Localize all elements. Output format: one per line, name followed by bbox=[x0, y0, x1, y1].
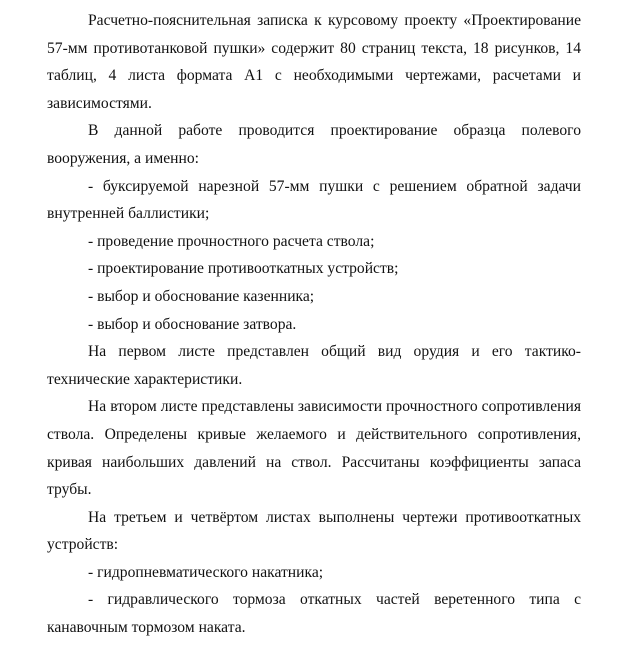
list-item-strength-calculation: - проведение прочностного расчета ствола; bbox=[88, 232, 375, 250]
list-item-breech: - выбор и обоснование казенника; bbox=[88, 287, 315, 305]
sheet-two-paragraph: На втором листе представлены зависимости прочностного сопротивления ствола. Определены кривые желаемого и действительного сопротивления, кривая наибольших давлений на ствол. Рассчитаны коэффициенты запаса трубы. bbox=[47, 398, 581, 499]
intro-paragraph: Расчетно-пояснительная записка к курсовому проекту «Проектирование 57-мм противотанковой пушки» содержит 80 страниц текста, 18 рисунков, 14 таблиц, 4 листа формата А1 с необходимыми чертежами, расчетами и зависимостями. bbox=[47, 12, 581, 112]
work-description-paragraph: В данной работе проводится проектирование образца полевого вооружения, а именно: bbox=[47, 122, 581, 167]
document-page bbox=[47, 7, 581, 642]
list-item-recoil-devices: - проектирование противооткатных устройств; bbox=[88, 260, 399, 278]
list-item-bolt: - выбор и обоснование затвора. bbox=[88, 315, 297, 333]
list-item-recuperator: - гидропневматического накатника; bbox=[88, 563, 324, 581]
list-item-recoil-brake: - гидравлического тормоза откатных частей веретенного типа с канавочным тормозом наката. bbox=[47, 591, 581, 637]
list-item-towed-gun: - буксируемой нарезной 57-мм пушки с решением обратной задачи внутренней баллистики; bbox=[47, 177, 581, 223]
sheets-three-four-paragraph: На третьем и четвёртом листах выполнены чертежи противооткатных устройств: bbox=[47, 508, 581, 554]
sheet-one-paragraph: На первом листе представлен общий вид орудия и его тактико-технические характеристики. bbox=[47, 343, 581, 388]
